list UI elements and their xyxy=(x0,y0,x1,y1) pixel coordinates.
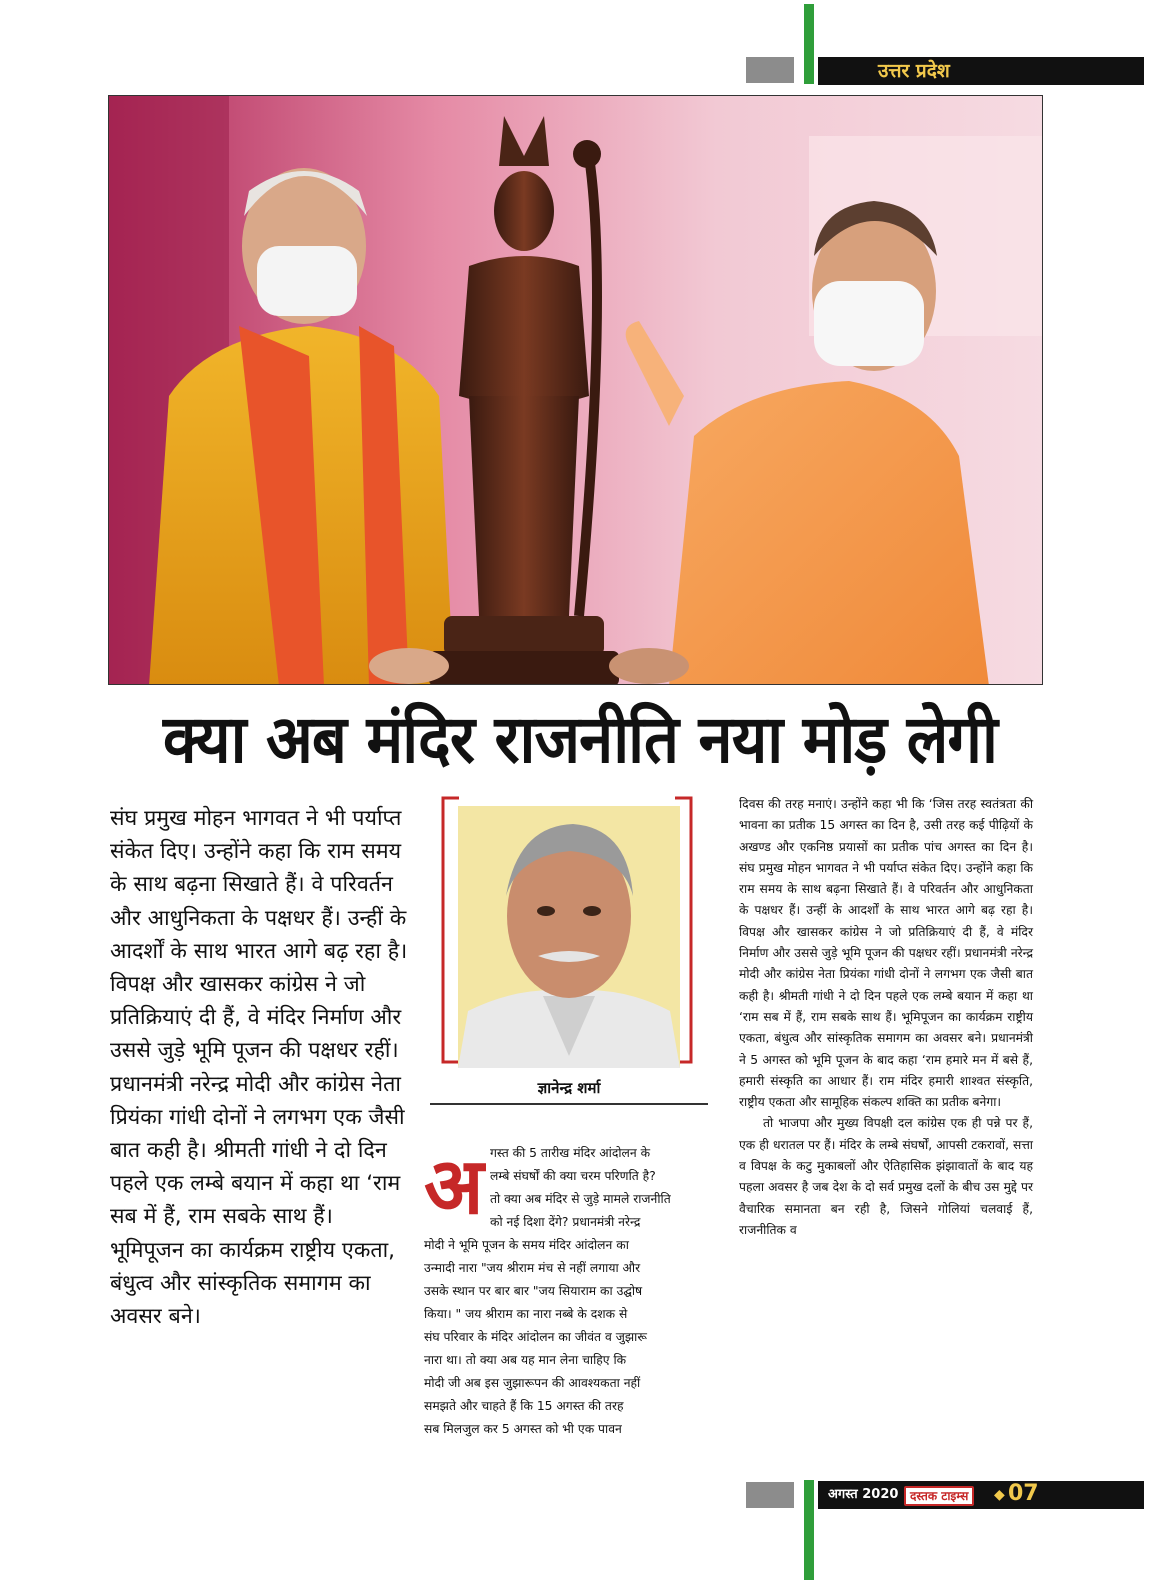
left-column-text: संघ प्रमुख मोहन भागवत ने भी पर्याप्त संकेत दिए। उन्होंने कहा कि राम समय के साथ बढ़ना सिखाते हैं। वे परिवर्तन और आधुनिकता के पक्षधर हैं। उन्हीं के आदर्शों के साथ भारत आगे बढ़ रहा है। विपक्ष और खासकर कांग्रेस ने जो प्रतिक्रियाएं दी हैं, वे मंदिर निर्माण और उससे जुड़े भूमि पूजन की पक्षधर रहीं। प्रधानमंत्री नरेन्द्र मोदी और कांग्रेस नेता प्रियंका गांधी दोनों ने लगभग एक जैसी बात कही है। श्रीमती गांधी ने दो दिन पहले एक लम्बे बयान में कहा था ‘राम सब में हैं, राम सबके साथ हैं। भूमिपूजन का कार्यक्रम राष्ट्रीय एकता, बंधुत्व और सांस्कृतिक समागम का अवसर बने। xyxy=(110,806,408,1330)
green-accent-bar-bottom xyxy=(804,1480,814,1580)
right-paragraph-2: तो भाजपा और मुख्य विपक्षी दल कांग्रेस एक ही पन्ने पर हैं, एक ही धरातल पर हैं। मंदिर के लम्बे संघर्षों, आपसी टकरावों, सत्ता व विपक्ष के कटु मुकाबलों और ऐतिहासिक झंझावातों के बाद यह पहला अवसर है जब देश के दो सर्व प्रमुख दलों के बीच उस मुद्दे पर वैचारिक समानता बन रही है, जिसने गोलियां चलवाई हैं, राजनीतिक व xyxy=(739,1116,1033,1237)
article-line: उन्मादी नारा "जय श्रीराम मंच से नहीं लगाया और xyxy=(424,1261,641,1275)
article-line: मोदी ने भूमि पूजन के समय मंदिर आंदोलन का xyxy=(424,1238,629,1252)
page-number: 07 xyxy=(1008,1481,1039,1506)
article-line: संघ परिवार के मंदिर आंदोलन का जीवंत व जुझारू xyxy=(424,1330,647,1344)
article-line: मोदी जी अब इस जुझारूपन की आवश्यकता नहीं xyxy=(424,1376,641,1390)
issue-month: अगस्त 2020 xyxy=(828,1487,899,1502)
main-photo xyxy=(108,95,1043,685)
drop-cap: अ xyxy=(424,1141,484,1232)
footer-bar xyxy=(818,1481,1144,1509)
green-accent-bar-top xyxy=(804,4,814,84)
headline: क्या अब मंदिर राजनीति नया मोड़ लेगी xyxy=(163,701,997,778)
article-line: उसके स्थान पर बार बार "जय सियाराम का उद्घोष xyxy=(424,1284,643,1298)
right-column xyxy=(739,794,1033,1241)
header-gray-block xyxy=(746,57,794,83)
bullet-icon: ◆ xyxy=(994,1487,1005,1503)
author-photo xyxy=(458,806,680,1068)
article-line: नारा था। तो क्या अब यह मान लेना चाहिए कि xyxy=(424,1353,627,1367)
article-line: लम्बे संघर्षों की क्या चरम परिणति है? xyxy=(490,1169,656,1183)
right-paragraph-1: दिवस की तरह मनाएं। उन्होंने कहा भी कि ‘जिस तरह स्वतंत्रता की भावना का प्रतीक 15 अगस्त का दिन है, उसी तरह कई पीढ़ियों के अखण्ड और एकनिष्ठ प्रयासों का प्रतीक पांच अगस्त का दिन है। संघ प्रमुख मोहन भागवत ने भी पर्याप्त संकेत दिए। उन्होंने कहा कि राम समय के साथ बढ़ना सिखाते हैं। वे परिवर्तन और आधुनिकता के पक्षधर हैं। उन्हीं के आदर्शों के साथ भारत आगे बढ़ रहा है। विपक्ष और खासकर कांग्रेस ने जो प्रतिक्रियाएं दी हैं, वे मंदिर निर्माण और उससे जुड़े भूमि पूजन की पक्षधर रहीं। प्रधानमंत्री नरेन्द्र मोदी और कांग्रेस नेता प्रियंका गांधी दोनों ने लगभग एक जैसी बात कही है। श्रीमती गांधी ने दो दिन पहले एक लम्बे बयान में कहा था ‘राम सब में हैं, राम सबके साथ हैं। भूमिपूजन का कार्यक्रम राष्ट्रीय एकता, बंधुत्व और सांस्कृतिक समागम का अवसर बने। प्रधानमंत्री ने 5 अगस्त को भूमि पूजन के बाद कहा ‘राम हमारे मन में बसे हैं, हमारी संस्कृति का आधार हैं। राम मंदिर हमारी शाश्वत संस्कृति, राष्ट्रीय एकता और सामूहिक संकल्प शक्ति का प्रतीक बनेगा। xyxy=(739,797,1033,1110)
author-name: ज्ञानेन्द्र शर्मा xyxy=(537,1079,601,1097)
section-label: उत्तर प्रदेश xyxy=(818,57,1144,85)
article-line: गस्त की 5 तारीख मंदिर आंदोलन के xyxy=(490,1146,651,1160)
author-divider xyxy=(430,1103,708,1105)
article-line: को नई दिशा देंगे? प्रधानमंत्री नरेन्द्र xyxy=(490,1215,641,1229)
article-line: तो क्या अब मंदिर से जुड़े मामले राजनीति xyxy=(490,1192,671,1206)
article-line: किया। " जय श्रीराम का नारा नब्बे के दशक से xyxy=(424,1307,628,1321)
article-line: समझते और चाहते हैं कि 15 अगस्त की तरह xyxy=(424,1399,624,1413)
magazine-logo: दस्तक टाइम्स xyxy=(904,1486,974,1506)
footer-gray-block xyxy=(746,1482,794,1508)
article-line: सब मिलजुल कर 5 अगस्त को भी एक पावन xyxy=(424,1422,622,1436)
